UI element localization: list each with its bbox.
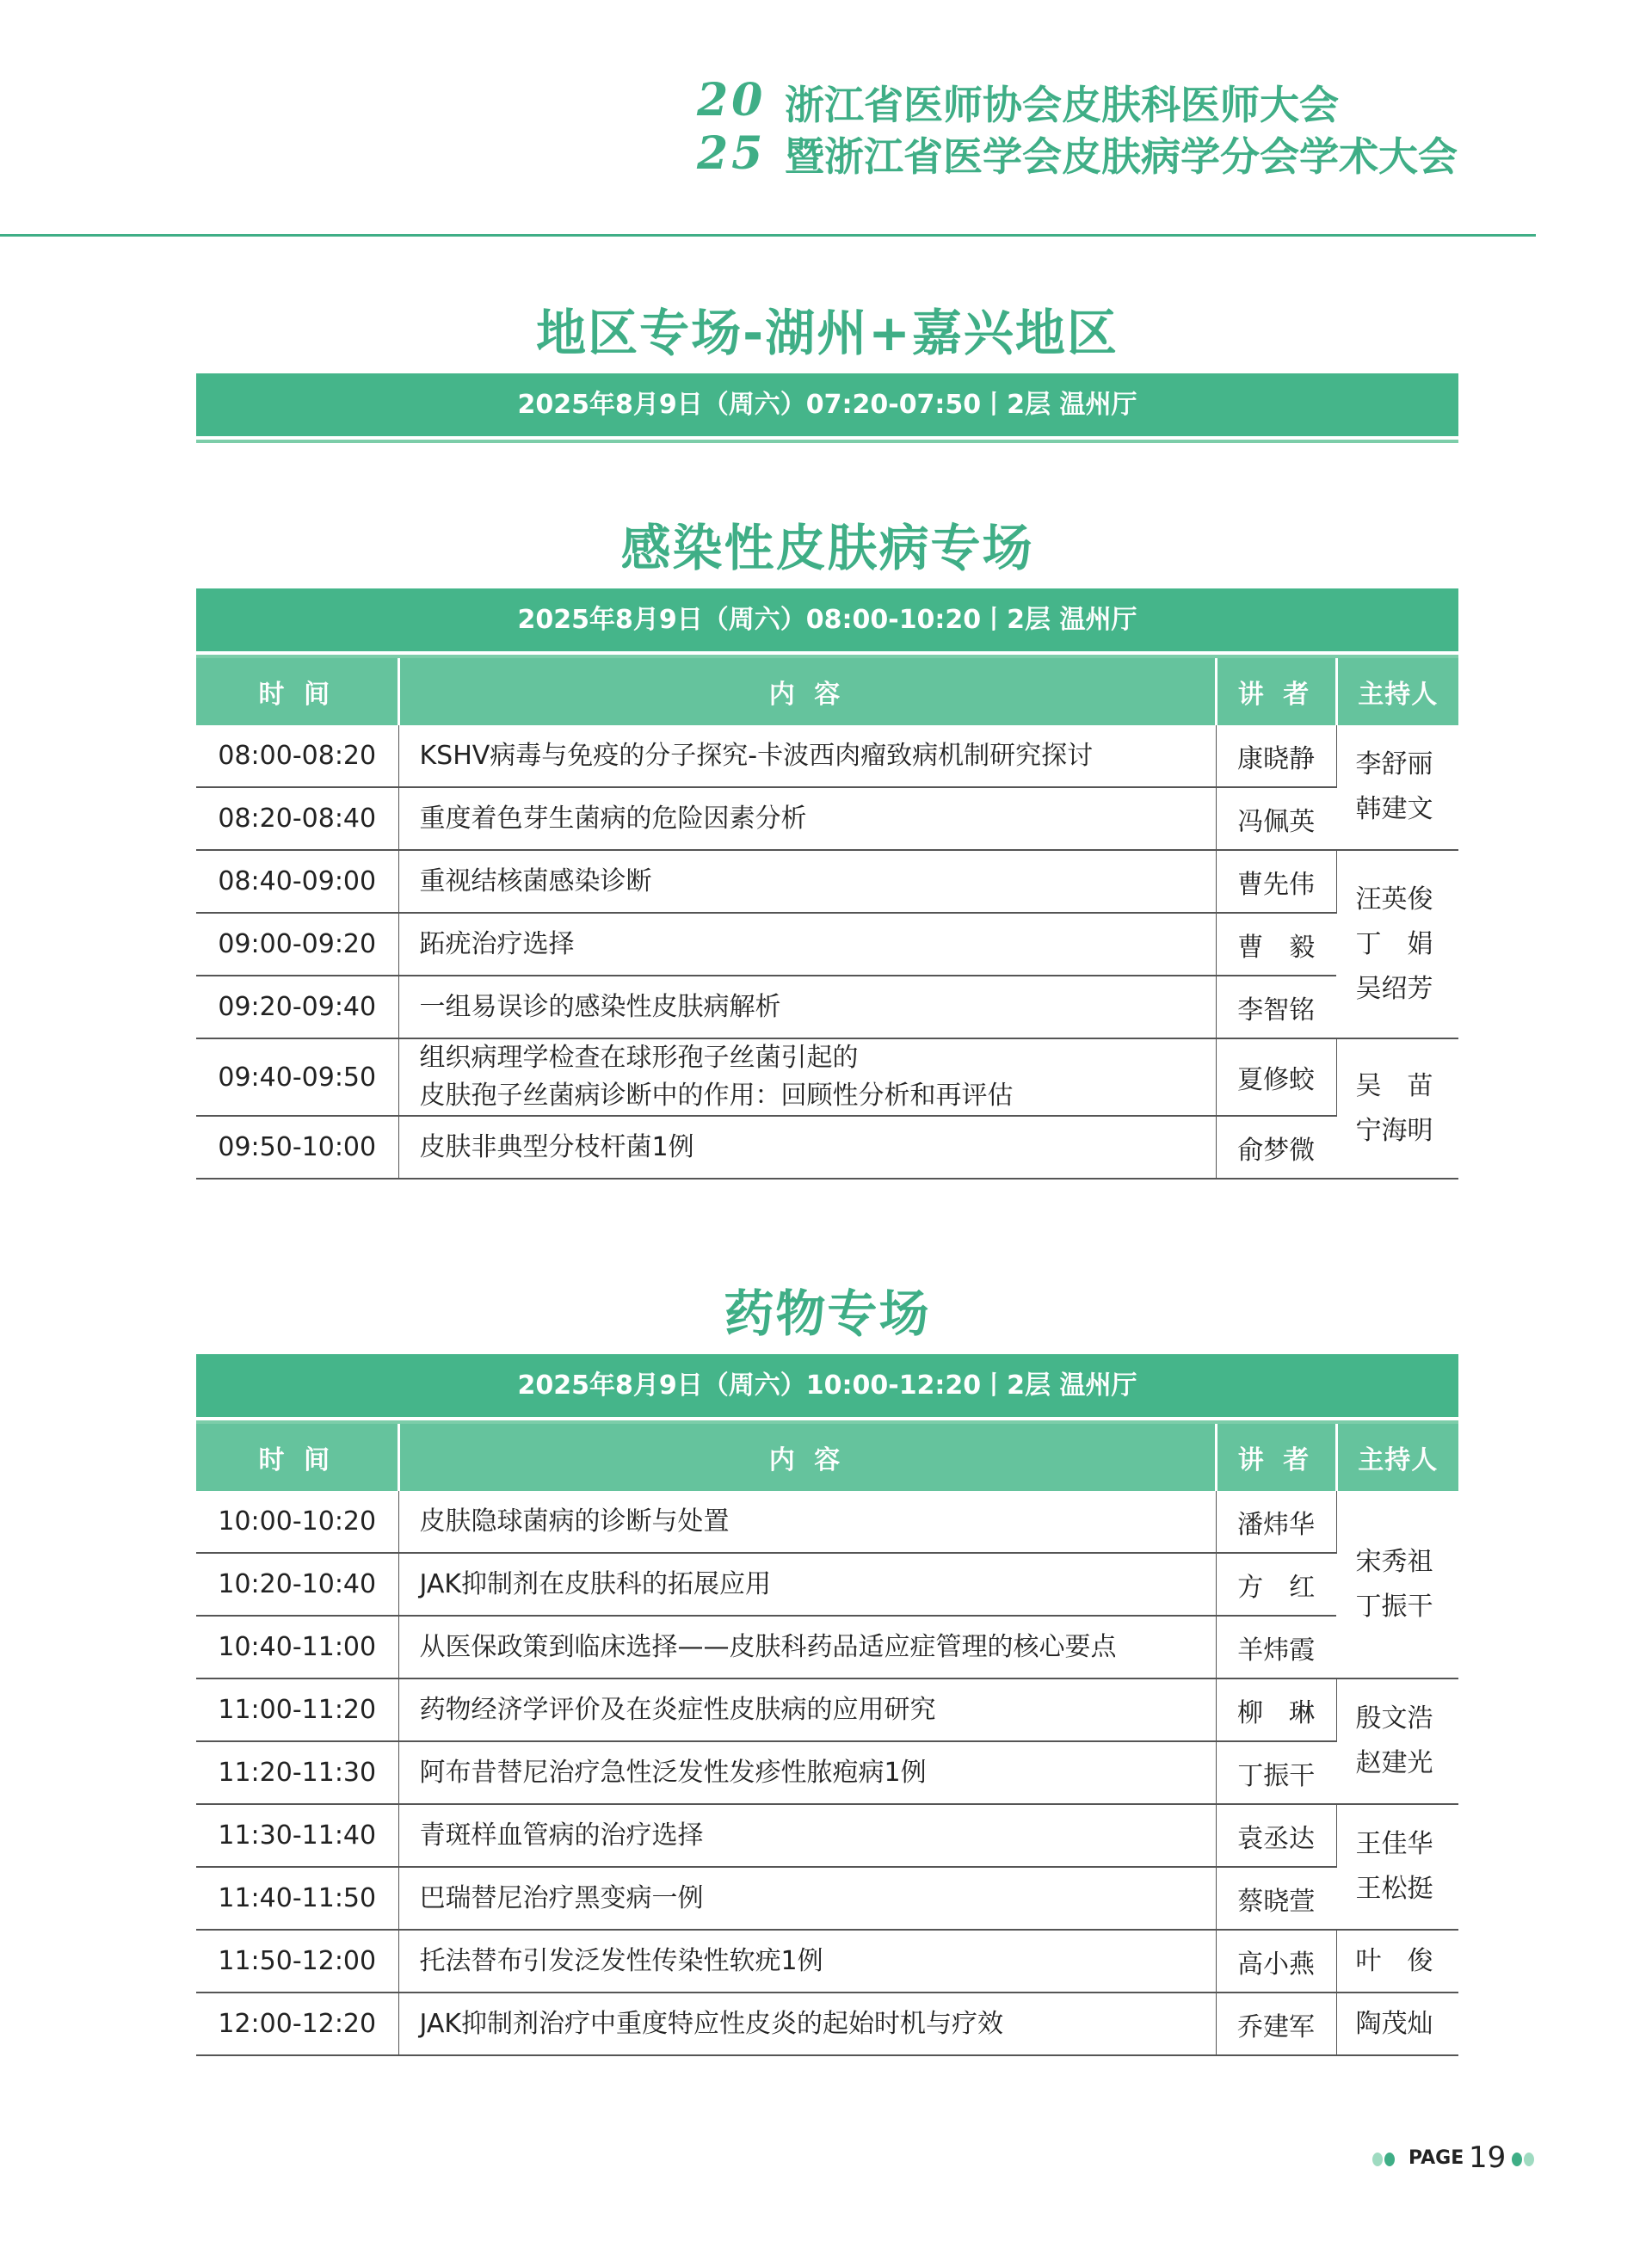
conference-title-line1: 浙江省医师协会皮肤科医师大会 — [785, 82, 1339, 128]
decorative-dots-icon — [1512, 2153, 1536, 2170]
session-title: 药物专场 — [724, 1284, 931, 1343]
table-row — [196, 1993, 1458, 2055]
table-header-row — [196, 658, 1458, 725]
column-header-host: 主持人 — [1336, 658, 1458, 725]
time-cell: 11:30-11:40 — [196, 1804, 398, 1867]
schedule-table — [196, 658, 1458, 1180]
content-cell: 重视结核菌感染诊断 — [398, 850, 1216, 913]
speaker-cell: 曹先伟 — [1216, 850, 1336, 913]
time-cell: 12:00-12:20 — [196, 1993, 398, 2055]
time-cell: 09:50-10:00 — [196, 1116, 398, 1179]
content-cell: 托法替布引发泛发性传染性软疣1例 — [398, 1930, 1216, 1993]
column-header-time: 时 间 — [196, 658, 398, 725]
column-header-content: 内 容 — [398, 1424, 1216, 1491]
column-header-content: 内 容 — [398, 658, 1216, 725]
page-label: PAGE — [1409, 2147, 1464, 2169]
session-drug — [196, 1284, 1458, 2056]
table-row — [196, 1867, 1458, 1930]
content-cell: KSHV病毒与免疫的分子探究-卡波西肉瘤致病机制研究探讨 — [398, 725, 1216, 787]
host-cell: 吴 苗 宁海明 — [1336, 1038, 1458, 1179]
table-row — [196, 1741, 1458, 1804]
host-cell: 陶茂灿 — [1336, 1993, 1458, 2055]
host-cell: 宋秀祖 丁振干 — [1336, 1491, 1458, 1678]
content-cell: 青斑样血管病的治疗选择 — [398, 1804, 1216, 1867]
speaker-cell: 丁振干 — [1216, 1741, 1336, 1804]
content-cell: 跖疣治疗选择 — [398, 913, 1216, 976]
time-cell: 08:00-08:20 — [196, 725, 398, 787]
speaker-cell: 方 红 — [1216, 1553, 1336, 1616]
year-logo: 20 25 — [697, 74, 767, 180]
speaker-cell: 蔡晓萱 — [1216, 1867, 1336, 1930]
time-cell: 11:20-11:30 — [196, 1741, 398, 1804]
column-header-host: 主持人 — [1336, 1424, 1458, 1491]
table-row — [196, 725, 1458, 787]
session-info-bar: 2025年8月9日（周六）08:00-10:20丨2层 温州厅 — [196, 588, 1458, 651]
table-row — [196, 976, 1458, 1038]
speaker-cell: 冯佩英 — [1216, 787, 1336, 850]
speaker-cell: 乔建军 — [1216, 1993, 1336, 2055]
time-cell: 11:00-11:20 — [196, 1678, 398, 1741]
time-cell: 11:40-11:50 — [196, 1867, 398, 1930]
speaker-cell: 康晓静 — [1216, 725, 1336, 787]
session-regional — [196, 303, 1458, 436]
session-infectious — [196, 518, 1458, 1180]
speaker-cell: 羊炜霞 — [1216, 1616, 1336, 1678]
content-cell: 巴瑞替尼治疗黑变病一例 — [398, 1867, 1216, 1930]
table-row — [196, 1491, 1458, 1553]
speaker-cell: 李智铭 — [1216, 976, 1336, 1038]
host-cell: 殷文浩 赵建光 — [1336, 1678, 1458, 1804]
table-row — [196, 1038, 1458, 1116]
session-info-bar: 2025年8月9日（周六）10:00-12:20丨2层 温州厅 — [196, 1354, 1458, 1417]
content-cell: 皮肤非典型分枝杆菌1例 — [398, 1116, 1216, 1179]
speaker-cell: 俞梦微 — [1216, 1116, 1336, 1179]
content-cell: JAK抑制剂治疗中重度特应性皮炎的起始时机与疗效 — [398, 1993, 1216, 2055]
table-row — [196, 913, 1458, 976]
table-row — [196, 1616, 1458, 1678]
content-cell: 从医保政策到临床选择——皮肤科药品适应症管理的核心要点 — [398, 1616, 1216, 1678]
content-cell: 阿布昔替尼治疗急性泛发性发疹性脓疱病1例 — [398, 1741, 1216, 1804]
content-cell: 一组易误诊的感染性皮肤病解析 — [398, 976, 1216, 1038]
host-cell: 李舒丽 韩建文 — [1336, 725, 1458, 850]
speaker-cell: 袁丞达 — [1216, 1804, 1336, 1867]
content-cell: 药物经济学评价及在炎症性皮肤病的应用研究 — [398, 1678, 1216, 1741]
content-cell: 重度着色芽生菌病的危险因素分析 — [398, 787, 1216, 850]
host-cell: 王佳华 王松挺 — [1336, 1804, 1458, 1930]
table-row — [196, 1930, 1458, 1993]
time-cell: 10:00-10:20 — [196, 1491, 398, 1553]
conference-title-line2: 暨浙江省医学会皮肤病学分会学术大会 — [785, 133, 1458, 180]
column-header-speaker: 讲 者 — [1216, 658, 1336, 725]
content-cell: 皮肤隐球菌病的诊断与处置 — [398, 1491, 1216, 1553]
session-info-bar: 2025年8月9日（周六）07:20-07:50丨2层 温州厅 — [196, 373, 1458, 436]
time-cell: 10:20-10:40 — [196, 1553, 398, 1616]
speaker-cell: 高小燕 — [1216, 1930, 1336, 1993]
column-header-time: 时 间 — [196, 1424, 398, 1491]
speaker-cell: 夏修蛟 — [1216, 1038, 1336, 1116]
host-cell: 汪英俊 丁 娟 吴绍芳 — [1336, 850, 1458, 1038]
speaker-cell: 潘炜华 — [1216, 1491, 1336, 1553]
page-number: 19 — [1469, 2140, 1507, 2175]
speaker-cell: 柳 琳 — [1216, 1678, 1336, 1741]
content-cell: JAK抑制剂在皮肤科的拓展应用 — [398, 1553, 1216, 1616]
speaker-cell: 曹 毅 — [1216, 913, 1336, 976]
table-row — [196, 1678, 1458, 1741]
time-cell: 09:40-09:50 — [196, 1038, 398, 1116]
time-cell: 09:00-09:20 — [196, 913, 398, 976]
column-header-speaker: 讲 者 — [1216, 1424, 1336, 1491]
table-row — [196, 787, 1458, 850]
header-divider — [0, 234, 1536, 237]
conference-header — [697, 76, 1557, 196]
host-cell: 叶 俊 — [1336, 1930, 1458, 1993]
time-cell: 08:20-08:40 — [196, 787, 398, 850]
table-header-row — [196, 1424, 1458, 1491]
table-row — [196, 1553, 1458, 1616]
table-row — [196, 850, 1458, 913]
time-cell: 10:40-11:00 — [196, 1616, 398, 1678]
page-footer — [1372, 2140, 1544, 2178]
session-title: 感染性皮肤病专场 — [620, 519, 1034, 577]
time-cell: 11:50-12:00 — [196, 1930, 398, 1993]
session-title: 地区专场-湖州+嘉兴地区 — [536, 304, 1119, 362]
table-row — [196, 1804, 1458, 1867]
schedule-table — [196, 1424, 1458, 2056]
time-cell: 09:20-09:40 — [196, 976, 398, 1038]
table-row — [196, 1116, 1458, 1179]
decorative-dots-icon — [1372, 2153, 1396, 2170]
content-cell: 组织病理学检查在球形孢子丝菌引起的 皮肤孢子丝菌病诊断中的作用：回顾性分析和再评估 — [398, 1038, 1216, 1116]
time-cell: 08:40-09:00 — [196, 850, 398, 913]
